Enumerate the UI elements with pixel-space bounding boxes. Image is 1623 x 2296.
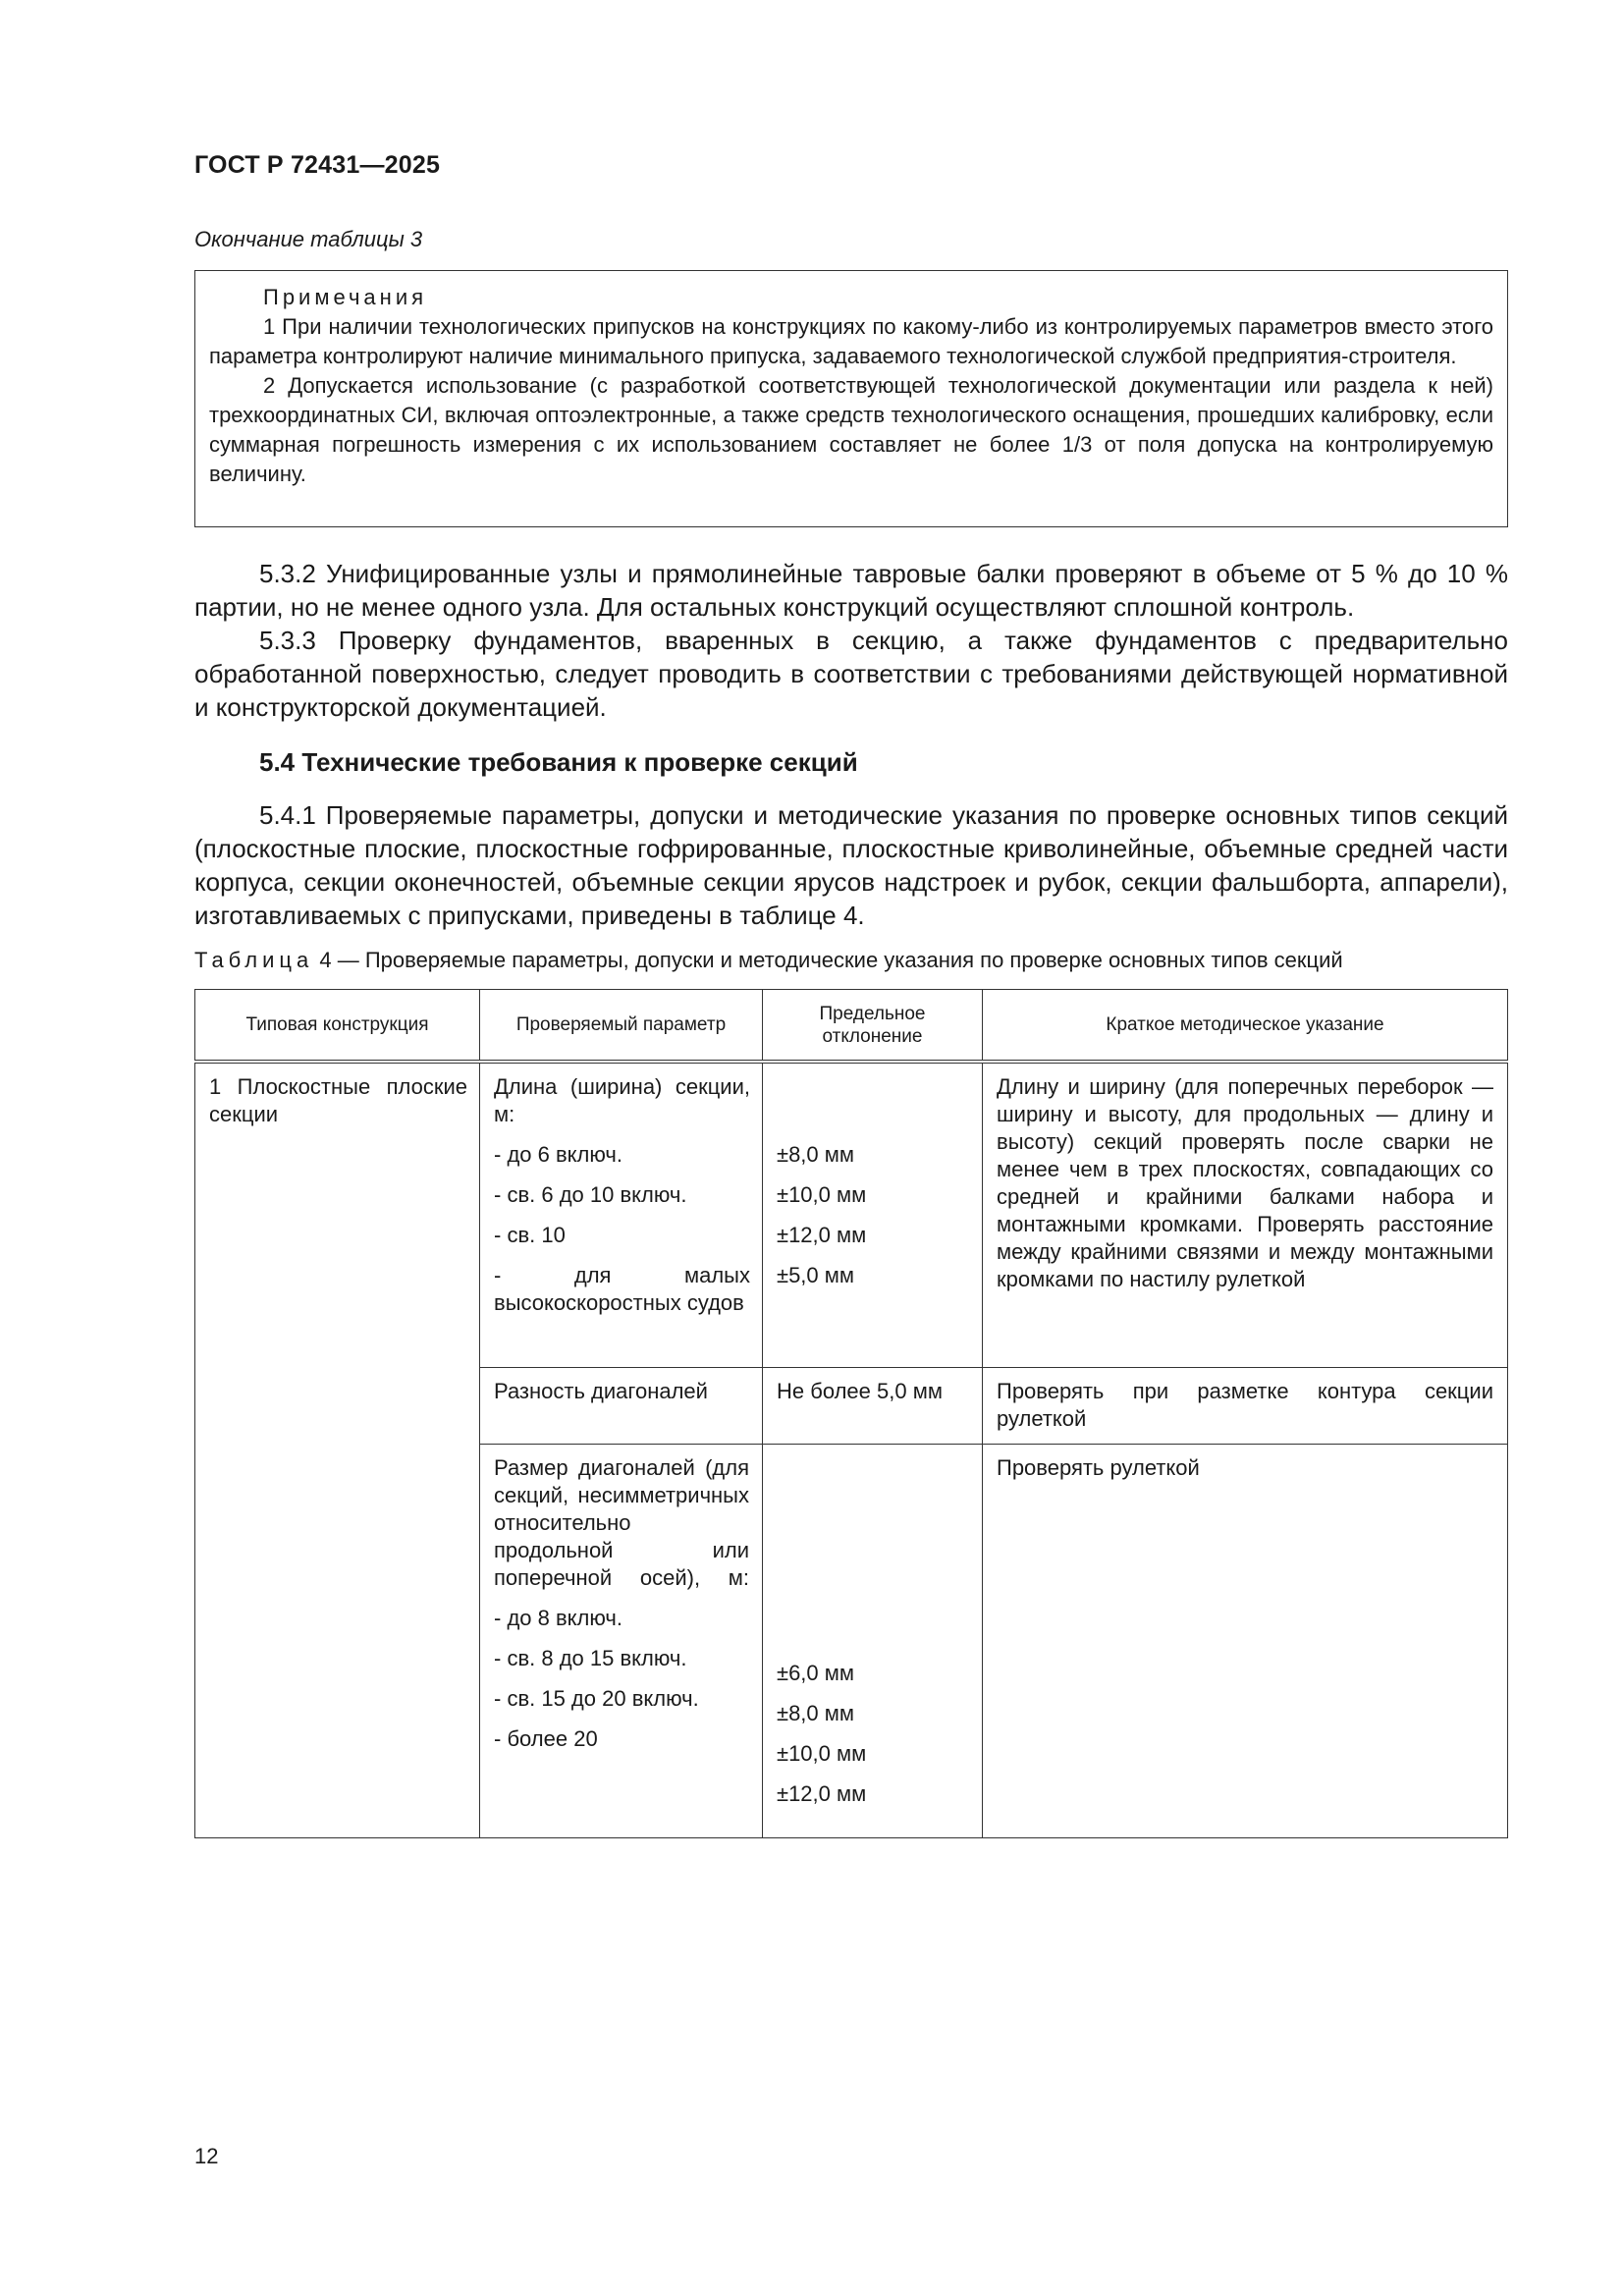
type-label: 1 Плоскостные плоские секции	[209, 1074, 467, 1126]
notes-title: Примечания	[263, 285, 428, 309]
param-item: - св. 15 до 20 включ.	[494, 1685, 699, 1711]
header-method: Краткое методическое указание	[983, 990, 1508, 1063]
method-text: Проверять рулеткой	[997, 1454, 1200, 1480]
header-deviation: Предельное отклонение	[763, 990, 983, 1063]
param-title: Длина (ширина) секции, м:	[494, 1074, 750, 1126]
param-item: - до 6 включ.	[494, 1142, 622, 1167]
document-code-header: ГОСТ Р 72431—2025	[194, 151, 441, 179]
deviation-value: ±6,0 мм	[777, 1660, 855, 1685]
deviation-cell	[763, 1367, 983, 1444]
table-header-row	[195, 990, 1508, 1063]
requirements-table	[194, 989, 1508, 1838]
deviation-value: ±8,0 мм	[777, 1700, 855, 1725]
deviation-value: ±10,0 мм	[777, 1182, 867, 1207]
param-item: - св. 8 до 15 включ.	[494, 1645, 687, 1670]
deviation-value: Не более 5,0 мм	[777, 1378, 943, 1403]
deviation-value: ±12,0 мм	[777, 1223, 867, 1247]
table-row	[195, 1062, 1508, 1367]
param-title: Размер диагоналей (для секций, несимметричных относительно продольной или поперечной осей), м:	[494, 1454, 749, 1590]
page-number: 12	[194, 2144, 219, 2168]
param-cell	[480, 1367, 763, 1444]
deviation-value: ±10,0 мм	[777, 1740, 867, 1766]
param-item: - св. 10	[494, 1223, 566, 1247]
paragraph-5-3-3: 5.3.3 Проверку фундаментов, вваренных в секцию, а также фундаментов с предварительно обработанной поверхностью, следует проводить в соответствии с требованиями действующей нормативной и конструкторской документацией.	[194, 626, 1508, 722]
note-item-2: 2 Допускается использование (с разработкой соответствующей технологической документации или раздела к ней) трехкоординатных СИ, включая оптоэлектронные, а также средств технологического оснащения, прошедших калибровку, если суммарная погрешность измерения с их использованием составляет не более 1/3 от поля допуска на контролируемую величину.	[209, 373, 1493, 486]
deviation-value: ±5,0 мм	[777, 1263, 855, 1287]
method-text: Длину и ширину (для поперечных переборок — ширину и высоту, для продольных — длину и высоту) секций проверять после сварки не менее чем в трех плоскостях, совпадающих со средней и крайними балками набора и монтажными кромками. Проверять расстояние между крайними связями и между монтажными кромками по настилу рулеткой	[997, 1074, 1493, 1291]
method-text: Проверять при разметке контура секции рулеткой	[997, 1378, 1493, 1431]
paragraph-5-3-2: 5.3.2 Унифицированные узлы и прямолинейные тавровые балки проверяют в объеме от 5 % до 10 % партии, но не менее одного узла. Для остальных конструкций осуществляют сплошной контроль.	[194, 559, 1508, 622]
table-caption-text: 4 — Проверяемые параметры, допуски и методические указания по проверке основных типов секций	[319, 948, 1343, 972]
header-type: Типовая конструкция	[195, 990, 480, 1063]
param-item: - для малых высокоскоростных судов	[494, 1263, 750, 1315]
section-title-5-4: 5.4 Технические требования к проверке секций	[259, 747, 858, 777]
paragraph-5-4-1: 5.4.1 Проверяемые параметры, допуски и методические указания по проверке основных типов секций (плоскостные плоские, плоскостные гофрированные, плоскостные криволинейные, объемные средней части корпуса, секции оконечностей, объемные секции ярусов надстроек и рубок, секции фальшборта, аппарели), изготавливаемых с припусками, приведены в таблице 4.	[194, 800, 1508, 930]
notes-box	[194, 270, 1508, 527]
method-cell	[983, 1062, 1508, 1367]
note-item-1: 1 При наличии технологических припусков на конструкциях по какому-либо из контролируемых параметров вместо этого параметра контролируют наличие минимального припуска, задаваемого технологической службой предприятия-строителя.	[209, 314, 1493, 368]
param-cell	[480, 1444, 763, 1837]
deviation-cell	[763, 1444, 983, 1837]
table-caption	[194, 948, 1508, 973]
deviation-value: ±8,0 мм	[777, 1142, 855, 1167]
method-cell	[983, 1444, 1508, 1837]
param-item: - до 8 включ.	[494, 1605, 622, 1630]
table-caption-label: Таблица	[194, 948, 314, 972]
header-param: Проверяемый параметр	[480, 990, 763, 1063]
type-cell	[195, 1062, 480, 1837]
param-item: - св. 6 до 10 включ.	[494, 1182, 687, 1207]
method-cell	[983, 1367, 1508, 1444]
param-item: - более 20	[494, 1725, 598, 1751]
param-title: Разность диагоналей	[494, 1378, 708, 1403]
table-continuation-label: Окончание таблицы 3	[194, 227, 423, 251]
paragraph-5-4-1-block	[194, 798, 1508, 932]
paragraph-5-3-2-block	[194, 557, 1508, 724]
deviation-value: ±12,0 мм	[777, 1780, 867, 1806]
param-cell	[480, 1062, 763, 1367]
deviation-cell	[763, 1062, 983, 1367]
